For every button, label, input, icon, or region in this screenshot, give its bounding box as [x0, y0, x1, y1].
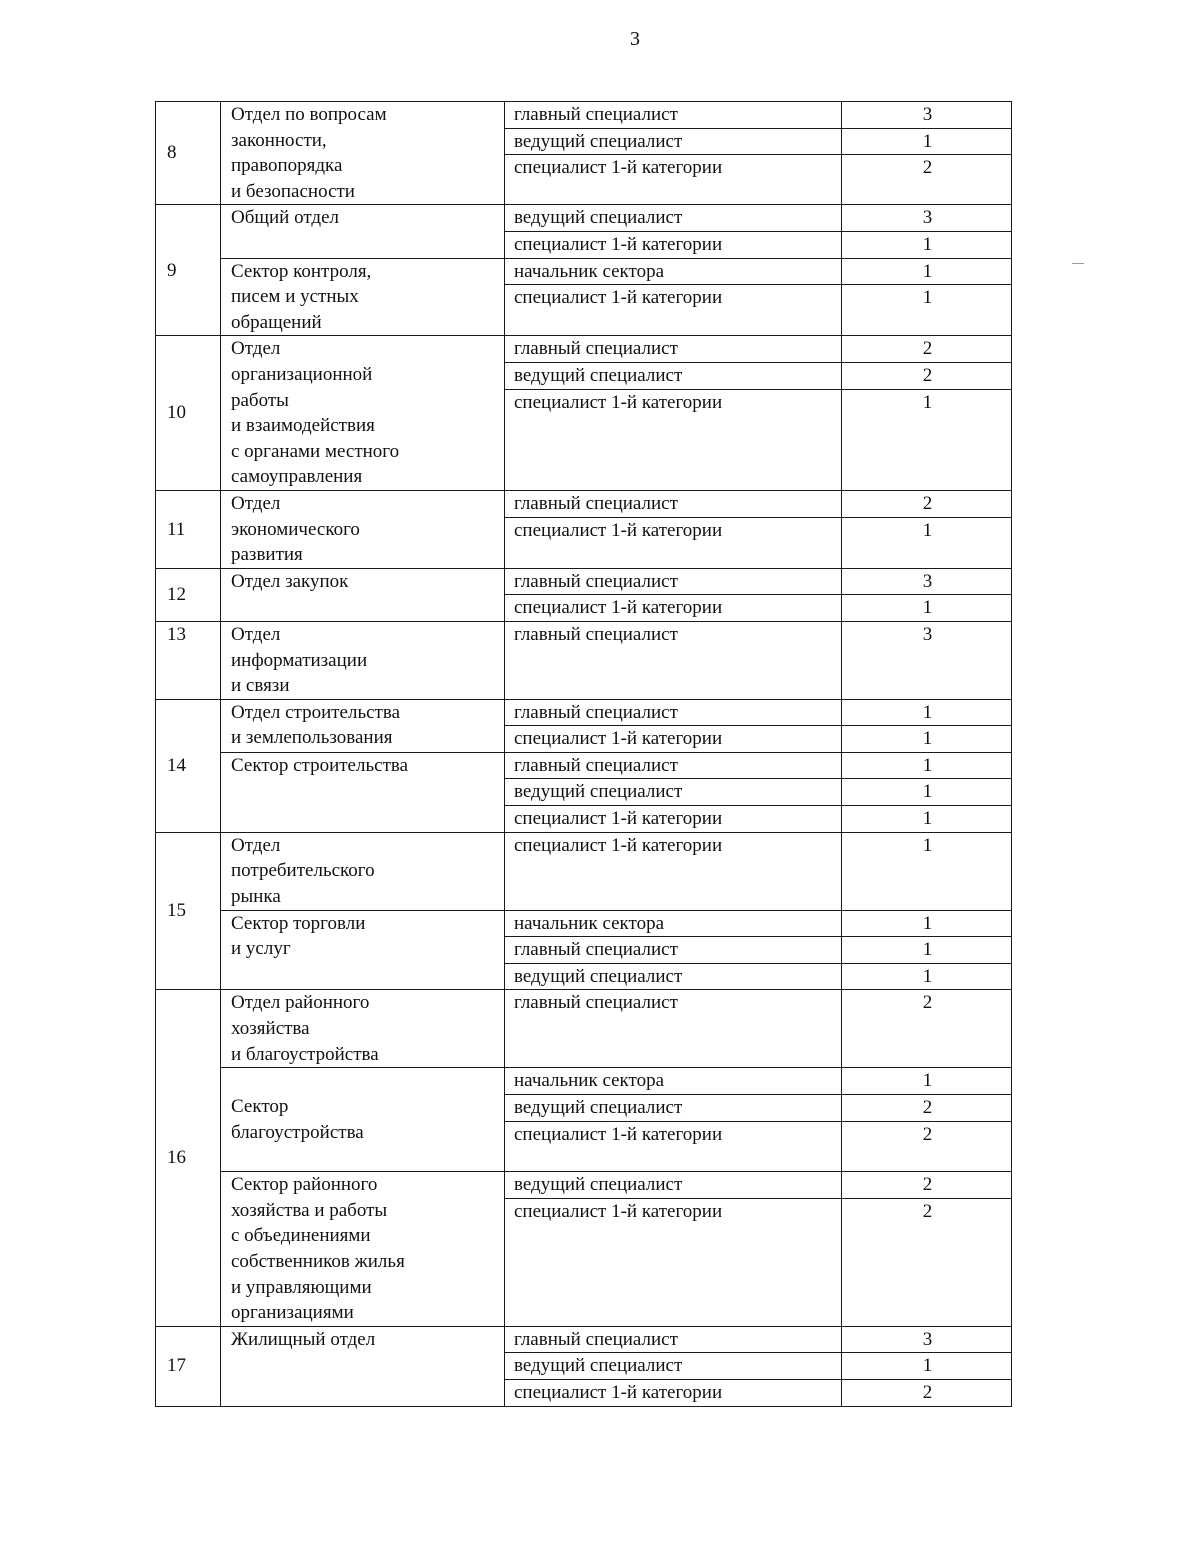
staffing-table: [155, 101, 1012, 1407]
position-title: специалист 1-й категории: [505, 726, 842, 753]
department-name: Сектор благоустройства: [221, 1068, 505, 1172]
position-count: 2: [842, 336, 1012, 363]
position-title: специалист 1-й категории: [505, 155, 842, 205]
department-name: Отдел информатизации и связи: [221, 621, 505, 699]
position-count: 2: [842, 490, 1012, 517]
table-row: [156, 832, 1012, 910]
table-row: [156, 699, 1012, 726]
position-count: 2: [842, 1172, 1012, 1199]
row-number: 17: [156, 1326, 221, 1406]
position-count: 1: [842, 806, 1012, 833]
position-count: 2: [842, 1122, 1012, 1172]
position-title: начальник сектора: [505, 910, 842, 937]
position-count: 1: [842, 963, 1012, 990]
position-title: главный специалист: [505, 336, 842, 363]
position-title: специалист 1-й категории: [505, 1122, 842, 1172]
department-name: Отдел организационной работы и взаимодействия с органами местного самоуправления: [221, 336, 505, 491]
position-count: 2: [842, 1095, 1012, 1122]
position-count: 1: [842, 231, 1012, 258]
position-count: 3: [842, 102, 1012, 129]
position-title: ведущий специалист: [505, 1095, 842, 1122]
table-row: [156, 1326, 1012, 1353]
position-count: 3: [842, 621, 1012, 699]
department-name: Жилищный отдел: [221, 1326, 505, 1406]
page-number: 3: [630, 28, 640, 50]
table-row: [156, 568, 1012, 595]
table-row: [156, 752, 1012, 779]
position-title: главный специалист: [505, 568, 842, 595]
position-count: 1: [842, 726, 1012, 753]
position-title: ведущий специалист: [505, 128, 842, 155]
position-title: специалист 1-й категории: [505, 806, 842, 833]
department-name: Отдел потребительского рынка: [221, 832, 505, 910]
position-title: главный специалист: [505, 102, 842, 129]
position-count: 2: [842, 1199, 1012, 1327]
row-number: 15: [156, 832, 221, 990]
position-count: 1: [842, 517, 1012, 568]
position-count: 3: [842, 568, 1012, 595]
position-title: главный специалист: [505, 752, 842, 779]
staffing-table-body: [156, 102, 1012, 1407]
position-title: специалист 1-й категории: [505, 1199, 842, 1327]
position-title: специалист 1-й категории: [505, 389, 842, 490]
row-number: 14: [156, 699, 221, 832]
position-count: 2: [842, 990, 1012, 1068]
position-count: 1: [842, 128, 1012, 155]
table-row: [156, 336, 1012, 363]
position-title: главный специалист: [505, 937, 842, 964]
department-name: Сектор строительства: [221, 752, 505, 832]
position-count: 1: [842, 285, 1012, 336]
position-count: 1: [842, 1353, 1012, 1380]
position-title: ведущий специалист: [505, 1353, 842, 1380]
position-title: главный специалист: [505, 490, 842, 517]
position-count: 1: [842, 389, 1012, 490]
department-name: Отдел строительства и землепользования: [221, 699, 505, 752]
position-count: 1: [842, 752, 1012, 779]
position-title: специалист 1-й категории: [505, 231, 842, 258]
position-title: ведущий специалист: [505, 362, 842, 389]
position-count: 1: [842, 595, 1012, 622]
row-number: 9: [156, 205, 221, 336]
position-title: специалист 1-й категории: [505, 517, 842, 568]
position-title: начальник сектора: [505, 1068, 842, 1095]
table-row: [156, 102, 1012, 129]
department-name: Общий отдел: [221, 205, 505, 258]
row-number: 8: [156, 102, 221, 205]
position-count: 2: [842, 1379, 1012, 1406]
position-title: начальник сектора: [505, 258, 842, 285]
table-row: [156, 990, 1012, 1068]
position-count: 1: [842, 779, 1012, 806]
position-title: главный специалист: [505, 699, 842, 726]
row-number: 16: [156, 990, 221, 1326]
department-name: Сектор районного хозяйства и работы с объединениями собственников жилья и управляющими организациями: [221, 1172, 505, 1327]
position-count: 1: [842, 1068, 1012, 1095]
department-name: Отдел экономического развития: [221, 490, 505, 568]
table-row: [156, 1172, 1012, 1199]
position-title: ведущий специалист: [505, 963, 842, 990]
position-count: 1: [842, 832, 1012, 910]
table-row: [156, 1068, 1012, 1095]
table-row: [156, 490, 1012, 517]
position-title: главный специалист: [505, 1326, 842, 1353]
position-count: 1: [842, 258, 1012, 285]
position-title: специалист 1-й категории: [505, 595, 842, 622]
position-count: 3: [842, 205, 1012, 232]
position-count: 2: [842, 155, 1012, 205]
table-row: [156, 621, 1012, 699]
position-title: специалист 1-й категории: [505, 832, 842, 910]
position-title: главный специалист: [505, 621, 842, 699]
table-row: [156, 910, 1012, 937]
position-title: ведущий специалист: [505, 205, 842, 232]
position-title: главный специалист: [505, 990, 842, 1068]
position-count: 3: [842, 1326, 1012, 1353]
position-count: 2: [842, 362, 1012, 389]
department-name: Сектор контроля, писем и устных обращений: [221, 258, 505, 336]
table-row: [156, 258, 1012, 285]
position-count: 1: [842, 699, 1012, 726]
position-title: специалист 1-й категории: [505, 285, 842, 336]
scan-speck: [1072, 263, 1084, 264]
row-number: 13: [156, 621, 221, 699]
position-title: ведущий специалист: [505, 779, 842, 806]
position-title: ведущий специалист: [505, 1172, 842, 1199]
position-title: специалист 1-й категории: [505, 1379, 842, 1406]
department-name: Отдел районного хозяйства и благоустройства: [221, 990, 505, 1068]
department-name: Сектор торговли и услуг: [221, 910, 505, 990]
row-number: 11: [156, 490, 221, 568]
position-count: 1: [842, 910, 1012, 937]
row-number: 12: [156, 568, 221, 621]
department-name: Отдел по вопросам законности, правопорядка и безопасности: [221, 102, 505, 205]
table-row: [156, 205, 1012, 232]
row-number: 10: [156, 336, 221, 491]
position-count: 1: [842, 937, 1012, 964]
department-name: Отдел закупок: [221, 568, 505, 621]
